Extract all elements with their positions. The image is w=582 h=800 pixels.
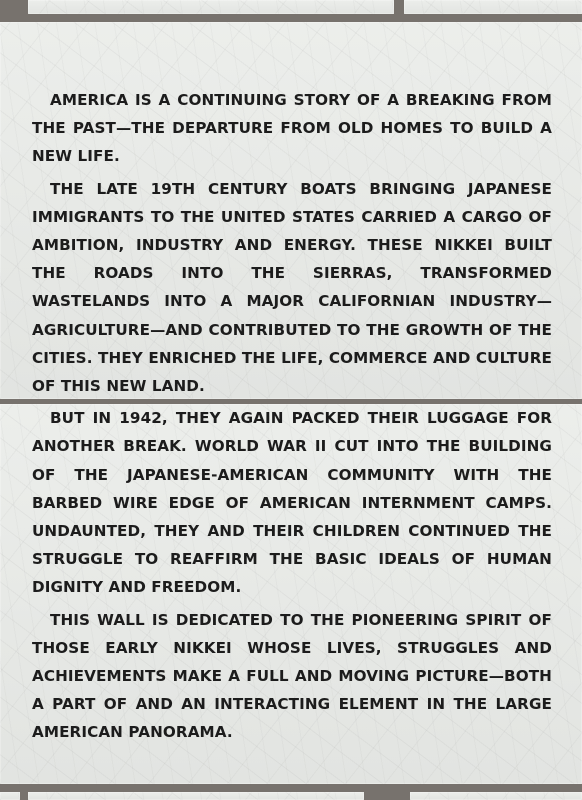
wall-tile: [28, 0, 394, 14]
wall-tile: [410, 792, 582, 800]
wall-tile: [28, 792, 364, 800]
paragraph-japanese-immigrants: THE LATE 19TH CENTURY BOATS BRINGING JAPANESE IMMIGRANTS TO THE UNITED STATES CARRIED A CARGO OF AMBITION, INDUSTRY AND ENERGY. THESE NIKKEI BUILT THE ROADS INTO THE SIERRAS, TRANSFORMED WASTELANDS INTO A MAJOR CALIFORNIAN INDUSTRY—AGRICULTURE—AND CONTRIBUTED TO THE GROWTH OF THE CITIES. THEY ENRICHED THE LIFE, COMMERCE AND CULTURE OF THIS NEW LAND.: [32, 179, 552, 396]
plaque-inscription: [32, 86, 552, 751]
paragraph-wall-dedication: THIS WALL IS DEDICATED TO THE PIONEERING SPIRIT OF THOSE EARLY NIKKEI WHOSE LIVES, STRUGGLES AND ACHIEVEMENTS MAKE A FULL AND MOVING PICTURE—BOTH A PART OF AND AN INTERACTING ELEMENT IN THE LARGE AMERICAN PANORAMA.: [32, 610, 552, 742]
wall-tile: [0, 792, 20, 800]
paragraph-breaking-from-past: AMERICA IS A CONTINUING STORY OF A BREAKING FROM THE PAST—THE DEPARTURE FROM OLD HOMES TO BUILD A NEW LIFE.: [32, 91, 552, 166]
wall-tile: [404, 0, 582, 14]
paragraph-internment-1942: BUT IN 1942, THEY AGAIN PACKED THEIR LUGGAGE FOR ANOTHER BREAK. WORLD WAR II CUT INTO THE BUILDING OF THE JAPANESE-AMERICAN COMMUNITY WITH THE BARBED WIRE EDGE OF AMERICAN INTERNMENT CAMPS. UNDAUNTED, THEY AND THEIR CHILDREN CONTINUED THE STRUGGLE TO REAFFIRM THE BASIC IDEALS OF HUMAN DIGNITY AND FREEDOM.: [32, 409, 552, 597]
